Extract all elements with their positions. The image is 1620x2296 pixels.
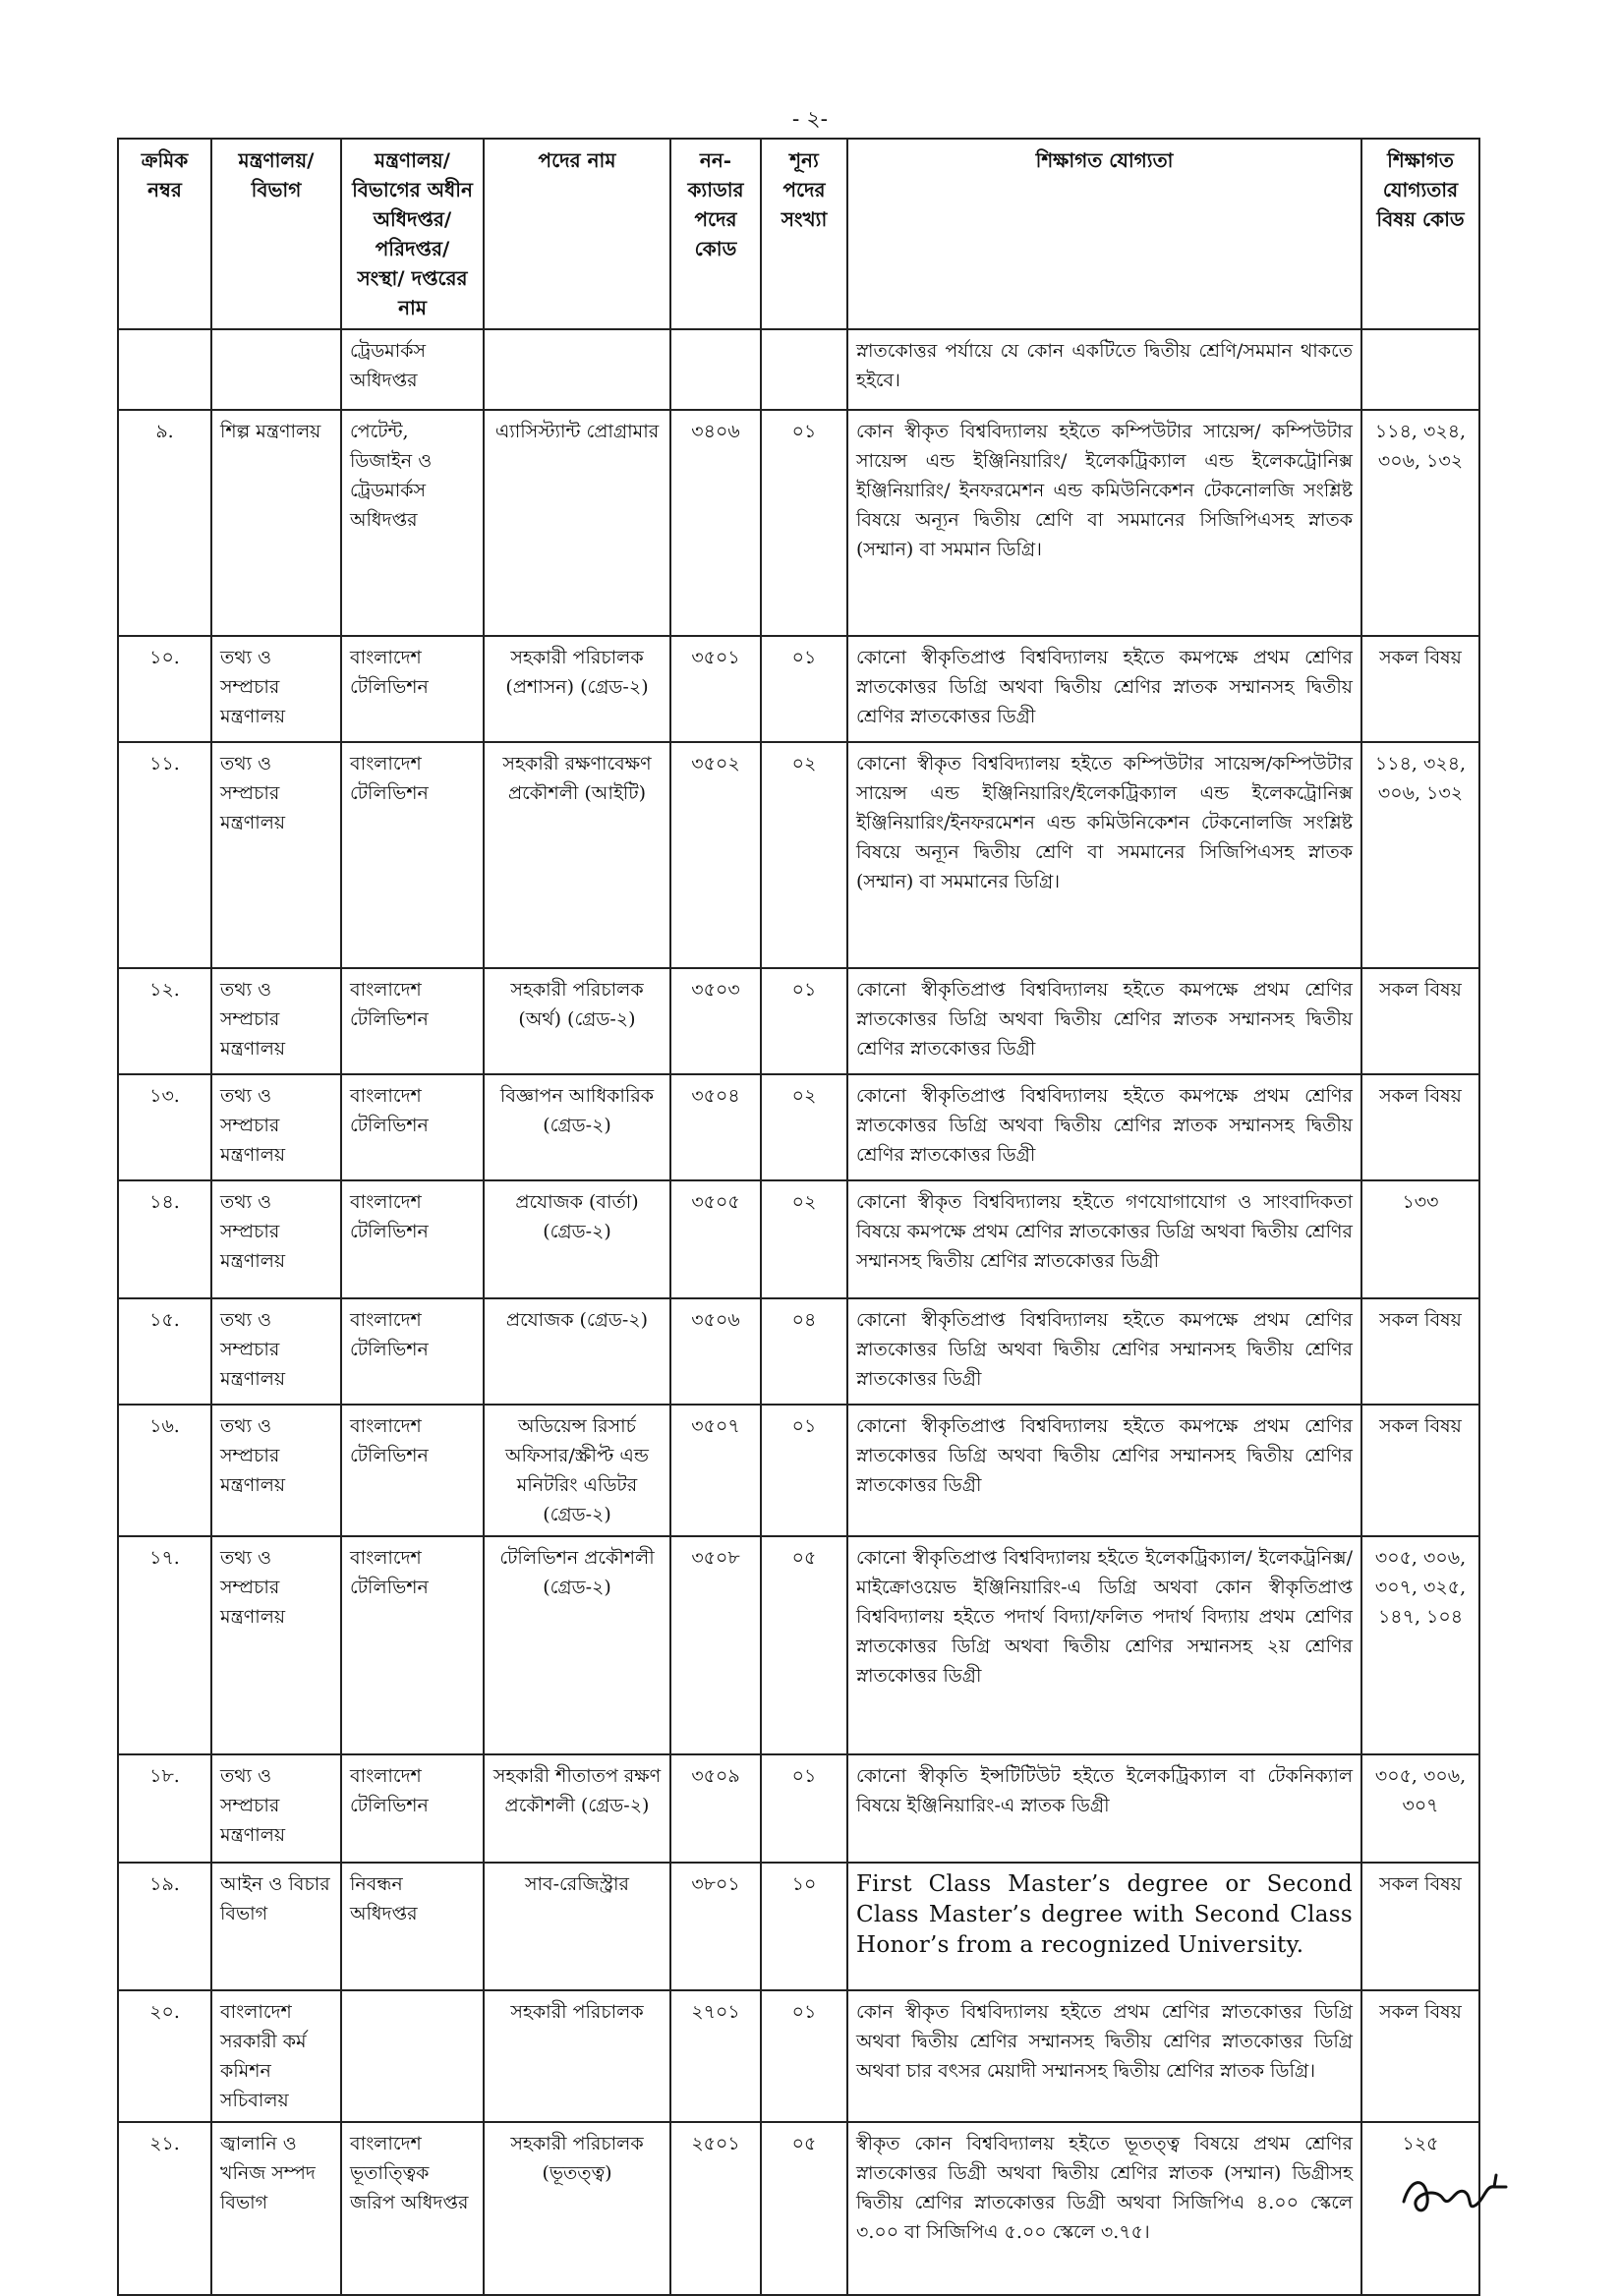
cell-subject-code: ১১৪, ৩২৪, ৩০৬, ১৩২ <box>1361 410 1479 636</box>
cell-post: সহকারী পরিচালক (ভূতত্ত্ব) <box>484 2122 670 2295</box>
cell-qualification: কোনো স্বীকৃতিপ্রাপ্ত বিশ্ববিদ্যালয় হইতে কমপক্ষে প্রথম শ্রেণির স্নাতকোত্তর ডিগ্রি অথবা দ্বিতীয় শ্রেণির স্নাতক সম্মানসহ দ্বিতীয় শ্রেণির স্নাতকোত্তর ডিগ্রী <box>847 968 1361 1074</box>
table-row <box>118 1298 1479 1405</box>
table-body <box>118 329 1479 2295</box>
table-row <box>118 1754 1479 1863</box>
table-row <box>118 2122 1479 2295</box>
table-row <box>118 410 1479 636</box>
cell-post: সহকারী পরিচালক (অর্থ) (গ্রেড-২) <box>484 968 670 1074</box>
cell-subject-code: সকল বিষয় <box>1361 1863 1479 1990</box>
cell-serial: ১৫. <box>118 1298 211 1405</box>
cell-ministry: তথ্য ও সম্প্রচার মন্ত্রণালয় <box>211 636 341 742</box>
cell-ministry: তথ্য ও সম্প্রচার মন্ত্রণালয় <box>211 1536 341 1754</box>
cell-subject-code: ১১৪, ৩২৪, ৩০৬, ১৩২ <box>1361 742 1479 968</box>
cell-subject-code: ১৩৩ <box>1361 1180 1479 1298</box>
cell-post: সহকারী পরিচালক (প্রশাসন) (গ্রেড-২) <box>484 636 670 742</box>
cell-code: ৩৫০৮ <box>670 1536 761 1754</box>
table-row <box>118 329 1479 410</box>
cell-ministry: তথ্য ও সম্প্রচার মন্ত্রণালয় <box>211 1405 341 1536</box>
cell-post: অডিয়েন্স রিসার্চ অফিসার/স্ক্রীপ্ট এন্ড মনিটরিং এডিটর (গ্রেড-২) <box>484 1405 670 1536</box>
cell-ministry: তথ্য ও সম্প্রচার মন্ত্রণালয় <box>211 1754 341 1863</box>
cell-qualification: কোনো স্বীকৃত বিশ্ববিদ্যালয় হইতে কম্পিউটার সায়েন্স/কম্পিউটার সায়েন্স এন্ড ইঞ্জিনিয়ারিং/ইলেকট্রিক্যাল এন্ড ইলেকট্রোনিক্স ইঞ্জিনিয়ারিং/ইনফরমেশন এন্ড কমিউনিকেশন টেকনোলজি সংশ্লিষ্ট বিষয়ে অন্যূন দ্বিতীয় শ্রেণি বা সমমানের সিজিপিএসহ স্নাতক (সম্মান) বা সমমানের ডিগ্রি। <box>847 742 1361 968</box>
cell-qualification: স্নাতকোত্তর পর্যায়ে যে কোন একটিতে দ্বিতীয় শ্রেণি/সমমান থাকতে হইবে। <box>847 329 1361 410</box>
cell-subject-code: সকল বিষয় <box>1361 636 1479 742</box>
cell-qualification: স্বীকৃত কোন বিশ্ববিদ্যালয় হইতে ভূতত্ত্ব বিষয়ে প্রথম শ্রেণির স্নাতকোত্তর ডিগ্রী অথবা দ্বিতীয় শ্রেণির স্নাতক (সম্মান) ডিগ্রীসহ দ্বিতীয় শ্রেণির স্নাতকোত্তর ডিগ্রী অথবা সিজিপিএ ৪.০০ স্কেলে ৩.০০ বা সিজিপিএ ৫.০০ স্কেলে ৩.৭৫। <box>847 2122 1361 2295</box>
cell-qualification: First Class Master’s degree or Second Class Master’s degree with Second Class Honor’s from a recognized University. <box>847 1863 1361 1990</box>
cell-code: ৩৫০৭ <box>670 1405 761 1536</box>
cell-vacancies: ০৫ <box>761 1536 847 1754</box>
cell-subject-code: সকল বিষয় <box>1361 1074 1479 1180</box>
cell-subject-code: ৩০৫, ৩০৬, ৩০৭ <box>1361 1754 1479 1863</box>
cell-vacancies: ০১ <box>761 1405 847 1536</box>
cell-ministry: শিল্প মন্ত্রণালয় <box>211 410 341 636</box>
cell-department: বাংলাদেশ টেলিভিশন <box>341 1298 484 1405</box>
cell-serial: ১৩. <box>118 1074 211 1180</box>
header-serial: ক্রমিক নম্বর <box>118 139 211 329</box>
cell-ministry: বাংলাদেশ সরকারী কর্ম কমিশন সচিবালয় <box>211 1990 341 2122</box>
cell-vacancies: ১০ <box>761 1863 847 1990</box>
table-row <box>118 1180 1479 1298</box>
cell-department: বাংলাদেশ ভূতাত্ত্বিক জরিপ অধিদপ্তর <box>341 2122 484 2295</box>
cell-ministry: তথ্য ও সম্প্রচার মন্ত্রণালয় <box>211 1074 341 1180</box>
cell-vacancies: ০২ <box>761 742 847 968</box>
cell-department: বাংলাদেশ টেলিভিশন <box>341 1536 484 1754</box>
cell-subject-code: সকল বিষয় <box>1361 1298 1479 1405</box>
cell-department: ট্রেডমার্কস অধিদপ্তর <box>341 329 484 410</box>
header-vacancies: শূন্য পদের সংখ্যা <box>761 139 847 329</box>
cell-vacancies: ০১ <box>761 968 847 1074</box>
cell-serial: ১১. <box>118 742 211 968</box>
cell-serial: ১৪. <box>118 1180 211 1298</box>
cell-ministry <box>211 329 341 410</box>
table-header-row <box>118 139 1479 329</box>
cell-department: বাংলাদেশ টেলিভিশন <box>341 742 484 968</box>
cell-ministry: তথ্য ও সম্প্রচার মন্ত্রণালয় <box>211 1298 341 1405</box>
cell-post: এ্যাসিস্ট্যান্ট প্রোগ্রামার <box>484 410 670 636</box>
cell-department: বাংলাদেশ টেলিভিশন <box>341 636 484 742</box>
cell-serial: ২০. <box>118 1990 211 2122</box>
cell-qualification: কোনো স্বীকৃতিপ্রাপ্ত বিশ্ববিদ্যালয় হইতে কমপক্ষে প্রথম শ্রেণির স্নাতকোত্তর ডিগ্রি অথবা দ্বিতীয় শ্রেণির স্নাতক সম্মানসহ দ্বিতীয় শ্রেণির স্নাতকোত্তর ডিগ্রী <box>847 1074 1361 1180</box>
cell-code: ৩৫০৩ <box>670 968 761 1074</box>
cell-serial: ৯. <box>118 410 211 636</box>
cell-qualification: কোনো স্বীকৃতি ইন্সটিটিউট হইতে ইলেকট্রিক্যাল বা টেকনিক্যাল বিষয়ে ইঞ্জিনিয়ারিং-এ স্নাতক ডিগ্রী <box>847 1754 1361 1863</box>
header-qualification: শিক্ষাগত যোগ্যতা <box>847 139 1361 329</box>
cell-department: বাংলাদেশ টেলিভিশন <box>341 968 484 1074</box>
table-row <box>118 1405 1479 1536</box>
cell-vacancies: ০১ <box>761 1990 847 2122</box>
cell-code: ৩৫০৪ <box>670 1074 761 1180</box>
cell-department: পেটেন্ট, ডিজাইন ও ট্রেডমার্কস অধিদপ্তর <box>341 410 484 636</box>
cell-code: ২৭০১ <box>670 1990 761 2122</box>
header-department: মন্ত্রণালয়/ বিভাগের অধীন অধিদপ্তর/ পরিদপ্তর/ সংস্থা/ দপ্তরের নাম <box>341 139 484 329</box>
table-row <box>118 1074 1479 1180</box>
cell-code: ৩৫০৯ <box>670 1754 761 1863</box>
cell-post: টেলিভিশন প্রকৌশলী (গ্রেড-২) <box>484 1536 670 1754</box>
cell-post: সহকারী পরিচালক <box>484 1990 670 2122</box>
cell-subject-code: সকল বিষয় <box>1361 1990 1479 2122</box>
cell-qualification: কোন স্বীকৃত বিশ্ববিদ্যালয় হইতে প্রথম শ্রেণির স্নাতকোত্তর ডিগ্রি অথবা দ্বিতীয় শ্রেণির সম্মানসহ দ্বিতীয় শ্রেণির স্নাতকোত্তর ডিগ্রি অথবা চার বৎসর মেয়াদী সম্মানসহ দ্বিতীয় শ্রেণির স্নাতক ডিগ্রি। <box>847 1990 1361 2122</box>
cell-department: বাংলাদেশ টেলিভিশন <box>341 1074 484 1180</box>
cell-code: ৩৮০১ <box>670 1863 761 1990</box>
cell-code <box>670 329 761 410</box>
cell-department: বাংলাদেশ টেলিভিশন <box>341 1405 484 1536</box>
cell-ministry: জ্বালানি ও খনিজ সম্পদ বিভাগ <box>211 2122 341 2295</box>
cell-ministry: তথ্য ও সম্প্রচার মন্ত্রণালয় <box>211 742 341 968</box>
cell-vacancies: ০১ <box>761 636 847 742</box>
table-row <box>118 742 1479 968</box>
cell-subject-code: ১২৫ <box>1361 2122 1479 2295</box>
cell-code: ৩৫০২ <box>670 742 761 968</box>
cell-ministry: তথ্য ও সম্প্রচার মন্ত্রণালয় <box>211 1180 341 1298</box>
signature-mark <box>1396 2157 1514 2226</box>
cell-code: ৩৪০৬ <box>670 410 761 636</box>
header-subject-code: শিক্ষাগত যোগ্যতার বিষয় কোড <box>1361 139 1479 329</box>
table-row <box>118 1863 1479 1990</box>
cell-code: ৩৫০৬ <box>670 1298 761 1405</box>
cell-ministry: আইন ও বিচার বিভাগ <box>211 1863 341 1990</box>
cell-serial <box>118 329 211 410</box>
cell-qualification: কোনো স্বীকৃত বিশ্ববিদ্যালয় হইতে গণযোগাযোগ ও সাংবাদিকতা বিষয়ে কমপক্ষে প্রথম শ্রেণির স্নাতকোত্তর ডিগ্রি অথবা দ্বিতীয় শ্রেণির সম্মানসহ দ্বিতীয় শ্রেণির স্নাতকোত্তর ডিগ্রী <box>847 1180 1361 1298</box>
header-ministry: মন্ত্রণালয়/ বিভাগ <box>211 139 341 329</box>
cell-vacancies: ০২ <box>761 1074 847 1180</box>
cell-department: বাংলাদেশ টেলিভিশন <box>341 1754 484 1863</box>
cell-post: বিজ্ঞাপন আধিকারিক (গ্রেড-২) <box>484 1074 670 1180</box>
cell-qualification: কোনো স্বীকৃতিপ্রাপ্ত বিশ্ববিদ্যালয় হইতে কমপক্ষে প্রথম শ্রেণির স্নাতকোত্তর ডিগ্রি অথবা দ্বিতীয় শ্রেণির সম্মানসহ দ্বিতীয় শ্রেণির স্নাতকোত্তর ডিগ্রী <box>847 1298 1361 1405</box>
cell-serial: ১৭. <box>118 1536 211 1754</box>
cell-code: ৩৫০৫ <box>670 1180 761 1298</box>
cell-serial: ১৮. <box>118 1754 211 1863</box>
cell-post: প্রযোজক (গ্রেড-২) <box>484 1298 670 1405</box>
cell-department: নিবন্ধন অধিদপ্তর <box>341 1863 484 1990</box>
cell-qualification: কোনো স্বীকৃতিপ্রাপ্ত বিশ্ববিদ্যালয় হইতে কমপক্ষে প্রথম শ্রেণির স্নাতকোত্তর ডিগ্রি অথবা দ্বিতীয় শ্রেণির সম্মানসহ দ্বিতীয় শ্রেণির স্নাতকোত্তর ডিগ্রী <box>847 1405 1361 1536</box>
cell-serial: ২১. <box>118 2122 211 2295</box>
cell-subject-code: সকল বিষয় <box>1361 968 1479 1074</box>
cell-qualification: কোন স্বীকৃত বিশ্ববিদ্যালয় হইতে কম্পিউটার সায়েন্স/ কম্পিউটার সায়েন্স এন্ড ইঞ্জিনিয়ারিং/ ইলেকট্রিক্যাল এন্ড ইলেকট্রোনিক্স ইঞ্জিনিয়ারিং/ ইনফরমেশন এন্ড কমিউনিকেশন টেকনোলজি সংশ্লিষ্ট বিষয়ে অন্যূন দ্বিতীয় শ্রেণি বা সমমানের সিজিপিএসহ স্নাতক (সম্মান) বা সমমান ডিগ্রি। <box>847 410 1361 636</box>
table-row <box>118 968 1479 1074</box>
cell-post: সহকারী শীতাতপ রক্ষণ প্রকৌশলী (গ্রেড-২) <box>484 1754 670 1863</box>
cell-subject-code: সকল বিষয় <box>1361 1405 1479 1536</box>
cell-vacancies <box>761 329 847 410</box>
cell-serial: ১০. <box>118 636 211 742</box>
header-post: পদের নাম <box>484 139 670 329</box>
cell-vacancies: ০১ <box>761 1754 847 1863</box>
cell-code: ২৫০১ <box>670 2122 761 2295</box>
cell-qualification: কোনো স্বীকৃতিপ্রাপ্ত বিশ্ববিদ্যালয় হইতে ইলেকট্রিক্যাল/ ইলেকট্রনিক্স/মাইক্রোওয়েভ ইঞ্জিনিয়ারিং-এ ডিগ্রি অথবা কোন স্বীকৃতিপ্রাপ্ত বিশ্ববিদ্যালয় হইতে পদার্থ বিদ্যা/ফলিত পদার্থ বিদ্যায় প্রথম শ্রেণির স্নাতকোত্তর ডিগ্রি অথবা দ্বিতীয় শ্রেণির সম্মানসহ ২য় শ্রেণির স্নাতকোত্তর ডিগ্রী <box>847 1536 1361 1754</box>
cell-serial: ১৬. <box>118 1405 211 1536</box>
cell-post: প্রযোজক (বার্তা) (গ্রেড-২) <box>484 1180 670 1298</box>
cell-department: বাংলাদেশ টেলিভিশন <box>341 1180 484 1298</box>
table-row <box>118 1990 1479 2122</box>
cell-post: সাব-রেজিস্ট্রার <box>484 1863 670 1990</box>
cell-qualification: কোনো স্বীকৃতিপ্রাপ্ত বিশ্ববিদ্যালয় হইতে কমপক্ষে প্রথম শ্রেণির স্নাতকোত্তর ডিগ্রি অথবা দ্বিতীয় শ্রেণির স্নাতক সম্মানসহ দ্বিতীয় শ্রেণির স্নাতকোত্তর ডিগ্রী <box>847 636 1361 742</box>
cell-vacancies: ০২ <box>761 1180 847 1298</box>
table-row <box>118 1536 1479 1754</box>
cell-vacancies: ০৫ <box>761 2122 847 2295</box>
cell-post: সহকারী রক্ষণাবেক্ষণ প্রকৌশলী (আইটি) <box>484 742 670 968</box>
vacancy-table <box>117 138 1480 2296</box>
cell-serial: ১২. <box>118 968 211 1074</box>
cell-serial: ১৯. <box>118 1863 211 1990</box>
cell-department <box>341 1990 484 2122</box>
cell-post <box>484 329 670 410</box>
page-number: - ২- <box>791 107 829 132</box>
cell-ministry: তথ্য ও সম্প্রচার মন্ত্রণালয় <box>211 968 341 1074</box>
header-code: নন- ক্যাডার পদের কোড <box>670 139 761 329</box>
cell-code: ৩৫০১ <box>670 636 761 742</box>
cell-vacancies: ০১ <box>761 410 847 636</box>
cell-subject-code: ৩০৫, ৩০৬, ৩০৭, ৩২৫, ১৪৭, ১০৪ <box>1361 1536 1479 1754</box>
cell-vacancies: ০৪ <box>761 1298 847 1405</box>
cell-subject-code <box>1361 329 1479 410</box>
table-row <box>118 636 1479 742</box>
